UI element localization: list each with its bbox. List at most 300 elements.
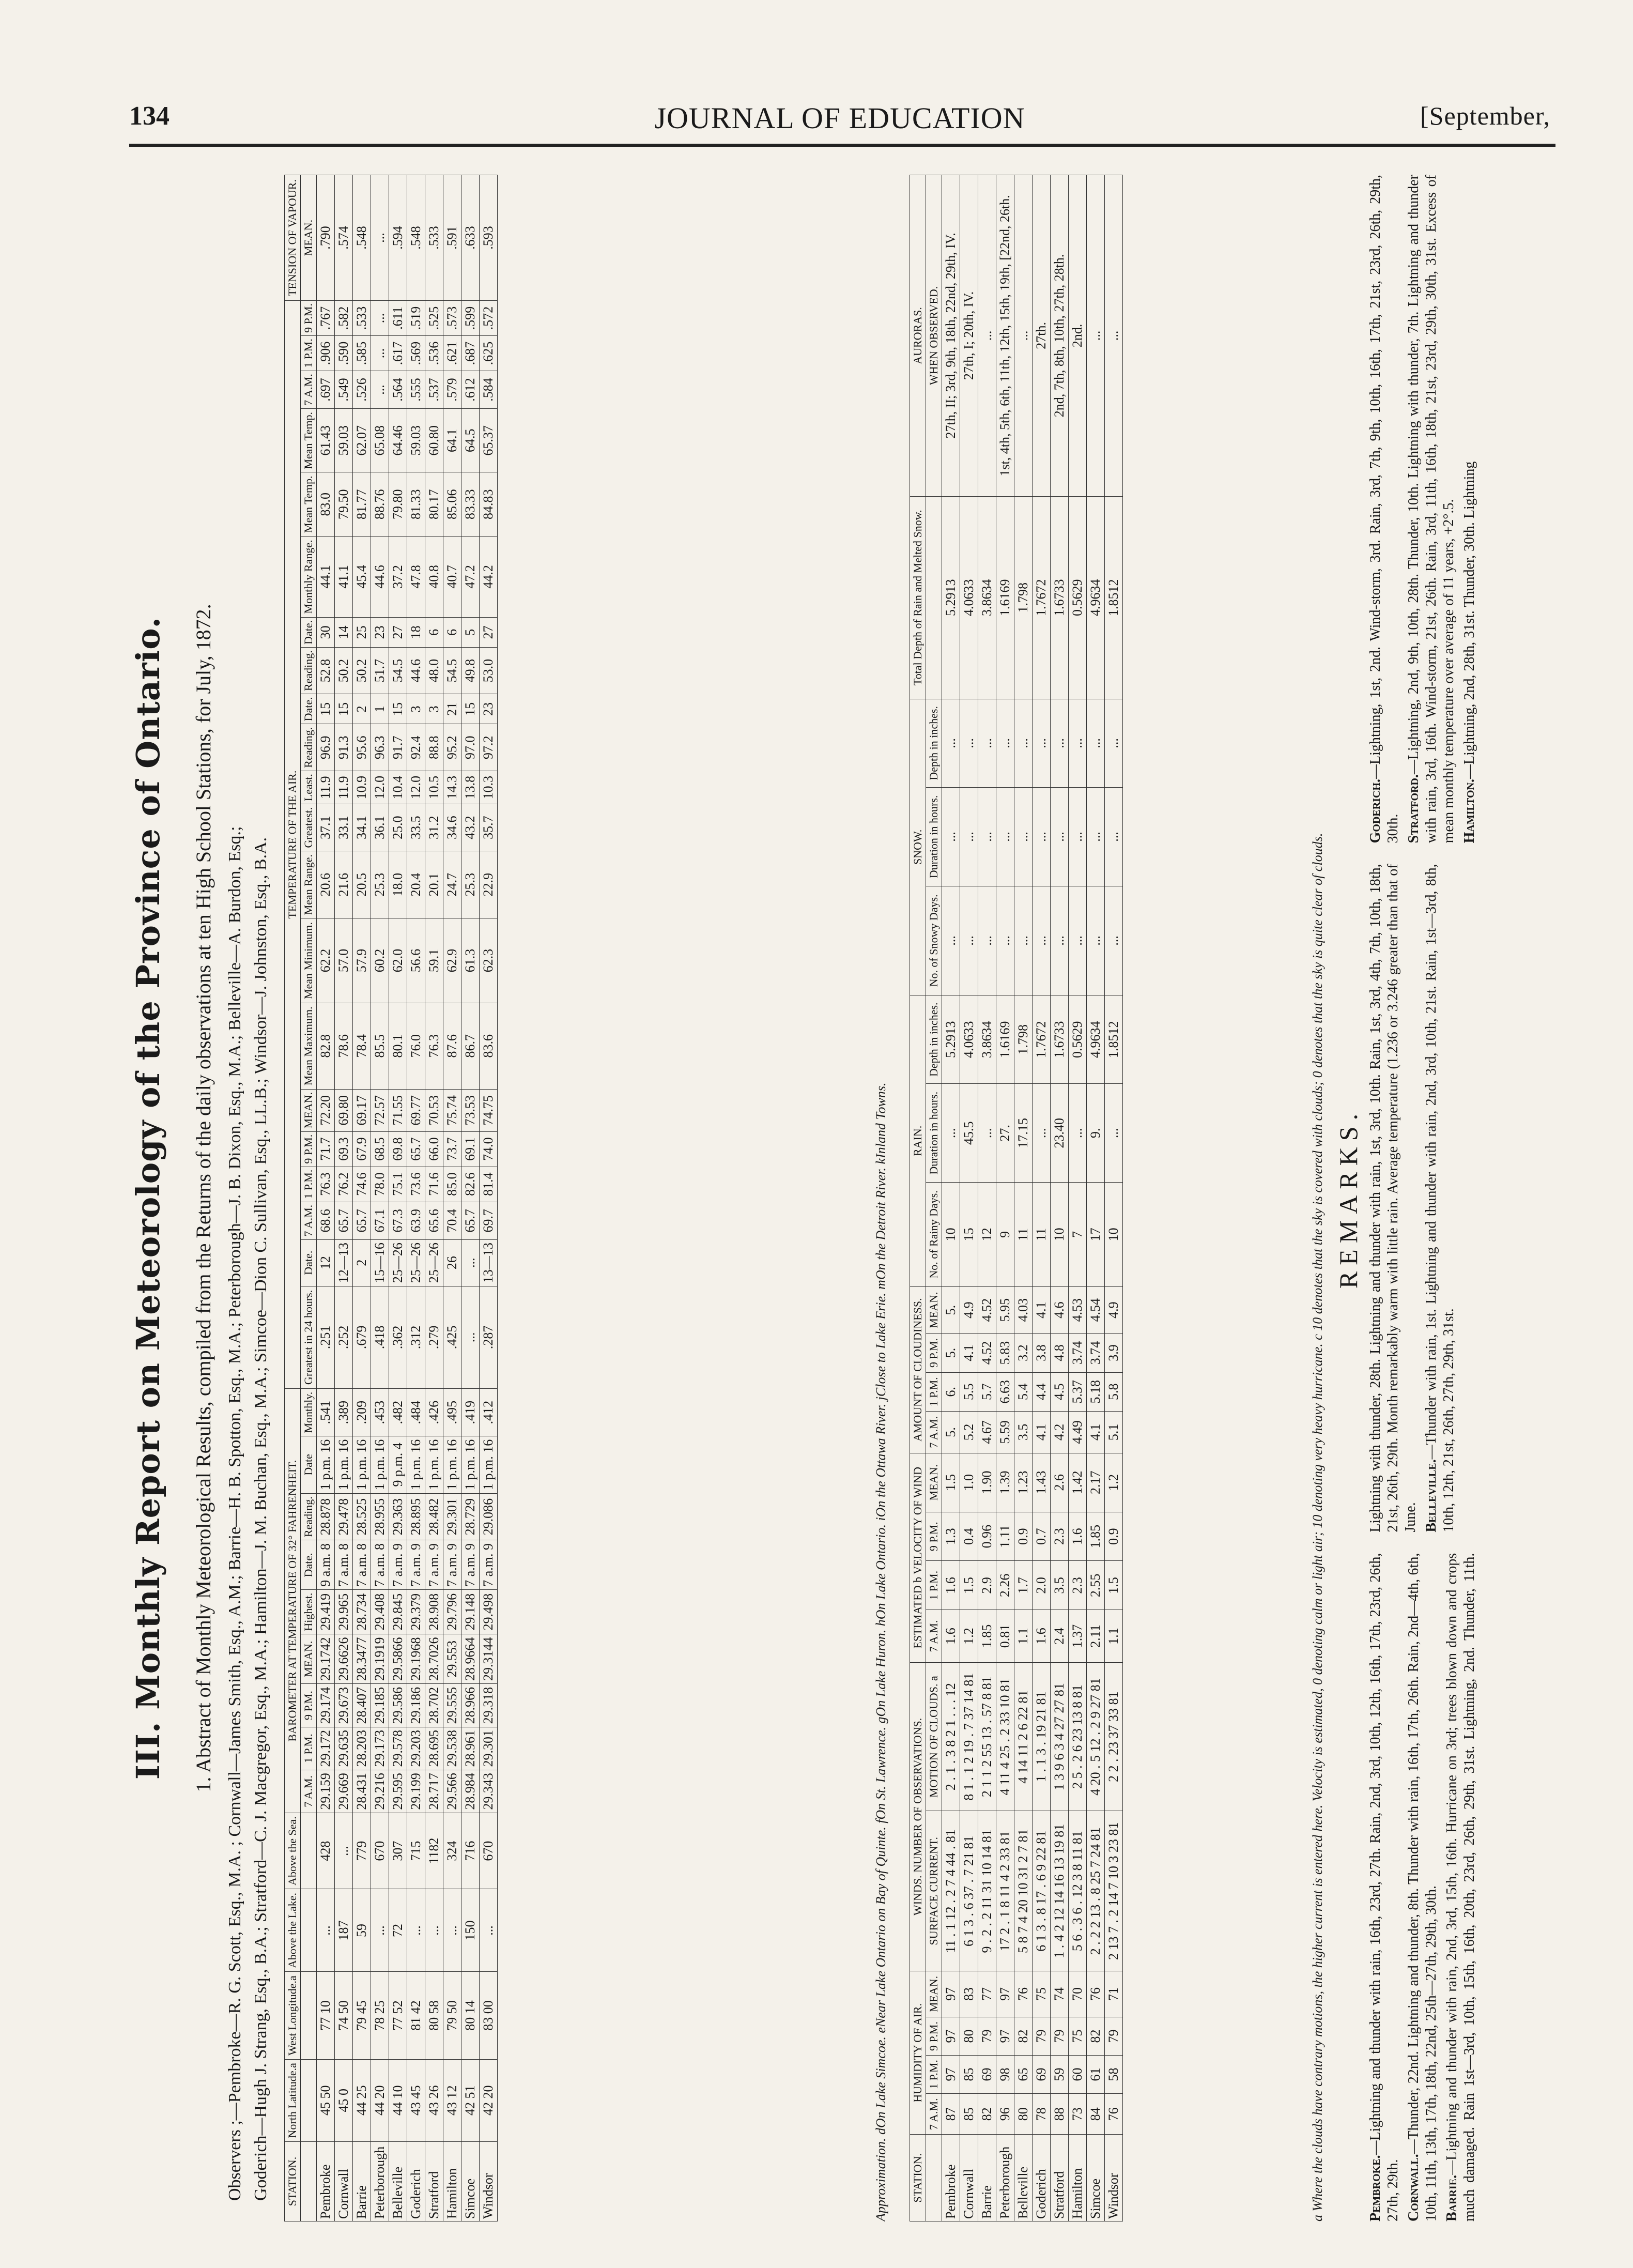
table-cell: ... (1069, 788, 1087, 886)
table-cell: 6 1 3 . 6 37 . 7 21 81 (960, 1811, 978, 1971)
table-cell: ... (978, 1084, 996, 1183)
table-cell: 75 (1033, 1971, 1051, 2017)
table-cell: 40.8 (425, 536, 443, 617)
table-cell: 59.03 (407, 409, 425, 472)
table-cell: 45.4 (353, 536, 371, 617)
table1-subheader: Date. (301, 1540, 317, 1590)
table-cell: .453 (371, 1389, 389, 1436)
remark-text: —Lightning, 2nd, 28th, 31st. Thunder, 30th. Lightning (1461, 461, 1477, 779)
table-cell: .495 (443, 1389, 461, 1436)
table-cell: 34.1 (353, 804, 371, 851)
table2-group-header: ESTIMATED b VELOCITY OF WIND (910, 1453, 926, 1662)
table-cell: 62.07 (353, 409, 371, 472)
table-cell: 65.7 (353, 1202, 371, 1239)
table-cell: ... (335, 1813, 353, 1889)
table-cell: 1 p.m. 16 (425, 1436, 443, 1494)
table-cell: 2 13 7 . 2 14 7 10 3 23 81 (1105, 1811, 1123, 1971)
table-cell: 27th, I; 20th, IV. (960, 175, 978, 497)
table-cell: 29.796 (443, 1590, 461, 1634)
table-cell: 4.03 (1014, 1286, 1033, 1334)
table-cell: 92.4 (407, 724, 425, 771)
table-cell: 15 (317, 694, 335, 724)
table-cell: 29.301 (443, 1493, 461, 1540)
table-cell: 88 (1051, 2094, 1069, 2135)
table-cell: .533 (425, 175, 443, 301)
table-cell: 28.702 (425, 1684, 443, 1727)
rotated-report (129, 154, 1555, 2242)
table-cell: 9 p.m. 4 (389, 1436, 407, 1494)
table-cell: 5.59 (996, 1411, 1014, 1453)
table-cell: 1.43 (1033, 1453, 1051, 1512)
table-cell: .251 (317, 1286, 335, 1389)
table-cell: 29.408 (371, 1590, 389, 1634)
table-cell: 1.2 (1105, 1453, 1123, 1512)
table-cell: 61.43 (317, 409, 335, 472)
table-cell: ... (942, 788, 960, 886)
station-name: Simcoe (461, 2142, 480, 2221)
table-cell: 69.17 (353, 1089, 371, 1131)
table2-group-header: AMOUNT OF CLOUDINESS. (910, 1286, 926, 1453)
table1-header-row (285, 175, 301, 2221)
table1-subheader: 9 P.M. (301, 300, 317, 335)
table-cell: .612 (461, 371, 480, 409)
table-cell: 97.0 (461, 724, 480, 771)
table-cell: 85.5 (371, 1003, 389, 1089)
table-cell: ... (371, 300, 389, 335)
remark-station: Pembroke. (1367, 2155, 1383, 2221)
table-cell: ... (1087, 788, 1105, 886)
table-cell: ... (1051, 788, 1069, 886)
table-cell: .279 (425, 1286, 443, 1389)
table-row (1069, 175, 1087, 2221)
table-cell: 79 (1105, 2017, 1123, 2056)
table-cell: 11 (1014, 1183, 1033, 1287)
header-rule (129, 144, 1555, 147)
table-cell: .573 (443, 300, 461, 335)
table-cell: ... (1105, 788, 1123, 886)
table-cell: .537 (425, 371, 443, 409)
table-cell: .569 (407, 335, 425, 371)
table-cell: 1.5 (942, 1453, 960, 1512)
table-cell: 45.5 (960, 1084, 978, 1183)
table-cell: .425 (443, 1286, 461, 1389)
table-cell: 85 (960, 2056, 978, 2094)
table-cell: 28.7026 (425, 1634, 443, 1684)
table-cell: 79 50 (443, 1972, 461, 2059)
table-cell: 44.6 (407, 647, 425, 694)
table-cell: ... (1087, 175, 1105, 497)
table-cell: 1.8512 (1105, 496, 1123, 699)
table-cell: 2 5 . 2 6 23 13 8 81 (1069, 1662, 1087, 1811)
table-cell: 64.5 (461, 409, 480, 472)
table-cell: .687 (461, 335, 480, 371)
table-cell: 72 (389, 1889, 407, 1972)
table-cell: 83.0 (317, 472, 335, 536)
table-cell: ... (960, 699, 978, 787)
table-cell: 87 (942, 2094, 960, 2135)
table2-group-header: SNOW. (910, 699, 926, 995)
table-cell: 71.6 (425, 1167, 443, 1202)
table1-subheader: 1 P.M. (301, 1727, 317, 1770)
table1-subheader-blank (301, 2142, 317, 2221)
table-cell: 0.4 (960, 1512, 978, 1561)
table-cell: 1.7 (1014, 1561, 1033, 1610)
table-cell: 23 (480, 694, 498, 724)
table-row (1014, 175, 1033, 2221)
table-cell: 4.54 (1087, 1286, 1105, 1334)
table-cell: 29.586 (389, 1684, 407, 1727)
table-cell: 3.74 (1087, 1334, 1105, 1372)
table-cell: 29.318 (480, 1684, 498, 1727)
table-cell: 17.15 (1014, 1084, 1033, 1183)
table-cell: 28.729 (461, 1493, 480, 1540)
table-cell: ... (1087, 699, 1105, 787)
table-cell: 82 (978, 2094, 996, 2135)
remarks-text (1367, 175, 1543, 2221)
table-cell: 1 p.m. 16 (371, 1436, 389, 1494)
remark-station: Stratford. (1406, 774, 1422, 844)
table-cell: 76.0 (407, 1003, 425, 1089)
table-cell: .599 (461, 300, 480, 335)
table-cell: 88.8 (425, 724, 443, 771)
table-cell: 22.9 (480, 851, 498, 918)
remark-text: —Lightning, 1st, 2nd. Wind-storm, 3rd. Rain, 3rd, 7th, 9th, 10th, 16th, 17th, 21st, 23rd, 26th, 29th, 30th. (1367, 175, 1401, 844)
table-cell: 47.2 (461, 536, 480, 617)
table-cell: 70.53 (425, 1089, 443, 1131)
table-cell: 47.8 (407, 536, 425, 617)
table-cell: 73.7 (443, 1131, 461, 1167)
table-cell: 11 . 1 12 . 2 7 4 44 . 81 (942, 1811, 960, 1971)
table-cell: 29.538 (443, 1727, 461, 1770)
table-cell: 26 (443, 1239, 461, 1286)
table-cell: 12.0 (407, 771, 425, 804)
table2-subheader-blank (926, 2135, 942, 2221)
station-name: Stratford (1051, 2135, 1069, 2221)
table-cell: 25.0 (389, 804, 407, 851)
table2-subheader: Depth in inches. (926, 699, 942, 787)
table-cell: 5.4 (1014, 1372, 1033, 1411)
table-row (1087, 175, 1105, 2221)
table-cell: 29.578 (389, 1727, 407, 1770)
table2-subheader: Duration in hours. (926, 1084, 942, 1183)
table-cell: .790 (317, 175, 335, 301)
table2-group-header: HUMIDITY OF AIR. (910, 1971, 926, 2135)
table-cell: 1.2 (960, 1610, 978, 1663)
table-cell: 75 (1069, 2017, 1087, 2056)
table-cell: 3.2 (1014, 1334, 1033, 1372)
table-cell: 20.1 (425, 851, 443, 918)
table-cell: 0.9 (1014, 1512, 1033, 1561)
table-cell: 28.734 (353, 1590, 371, 1634)
table-cell: 54.5 (389, 647, 407, 694)
table-cell: 3.8634 (978, 496, 996, 699)
table-cell: 1.6 (942, 1610, 960, 1663)
table-cell: 97 (942, 2056, 960, 2094)
table-cell: 28.695 (425, 1727, 443, 1770)
table-cell: 2.3 (1051, 1512, 1069, 1561)
table-cell: 1 p.m. 16 (443, 1436, 461, 1494)
table-cell: 64.46 (389, 409, 407, 472)
remark-paragraph (1423, 864, 1458, 1532)
table2-body (942, 175, 1123, 2221)
table-cell: 59.1 (425, 918, 443, 1003)
table-cell: 25 (353, 617, 371, 647)
table-cell: 1.7672 (1033, 995, 1051, 1084)
table1-subheader-blank (301, 1889, 317, 1972)
table-cell: 1 3 9 6 3 4 27 27 81 (1051, 1662, 1069, 1811)
table-cell: 40.7 (443, 536, 461, 617)
table-cell: 29.301 (480, 1727, 498, 1770)
table-cell: 29.086 (480, 1493, 498, 1540)
table-cell: 4.9 (960, 1286, 978, 1334)
table2-subheader: 9 P.M. (926, 2017, 942, 2056)
table-cell: 11.9 (335, 771, 353, 804)
table-cell: 60 (1069, 2056, 1087, 2094)
table-cell: 28.955 (371, 1493, 389, 1540)
table-cell: 4 20 . 5 12 . 2 9 27 81 (1087, 1662, 1105, 1811)
table-cell: ... (1051, 886, 1069, 995)
table-row (1033, 175, 1051, 2221)
table-cell: 76.2 (335, 1167, 353, 1202)
report-title: III. Monthly Report on Meteorology of the Province of Ontario. (129, 616, 167, 1780)
table-cell: 2.9 (978, 1561, 996, 1610)
table2-header-row (910, 175, 926, 2221)
table-cell: 15 (335, 694, 353, 724)
table1-subheader: Greatest. (301, 804, 317, 851)
table-cell: 5.8 (1105, 1372, 1123, 1411)
station-name: Cornwall (960, 2135, 978, 2221)
table-cell: 10.3 (480, 771, 498, 804)
table-cell: .287 (480, 1286, 498, 1389)
table1-subheader: Date. (301, 1239, 317, 1286)
table-cell: .574 (335, 175, 353, 301)
table-cell: 83 (960, 1971, 978, 2017)
table-cell: 2 (353, 1239, 371, 1286)
table-cell: ... (1069, 1084, 1087, 1183)
table-cell: 0.9 (1105, 1512, 1123, 1561)
table-cell: 53.0 (480, 647, 498, 694)
table-cell: 95.2 (443, 724, 461, 771)
table-cell: 81.4 (480, 1167, 498, 1202)
table-cell: 29.343 (480, 1770, 498, 1813)
table-cell: 52.8 (317, 647, 335, 694)
table-cell: 56.6 (407, 918, 425, 1003)
remark-station: Goderich. (1367, 778, 1383, 844)
table-cell: 29.965 (335, 1590, 353, 1634)
table-cell: 50.2 (353, 647, 371, 694)
table-cell: .591 (443, 175, 461, 301)
table-cell: .389 (335, 1389, 353, 1436)
table-cell: 5.5 (960, 1372, 978, 1411)
table-cell: 70 (1069, 1971, 1087, 2017)
abstract-heading: 1. Abstract of Monthly Meteorological Results, compiled from the Returns of the daily observations at ten High School Stations, for July, 1872. (192, 604, 215, 1792)
table-cell: ... (371, 371, 389, 409)
table-cell: 1.0 (960, 1453, 978, 1512)
table-cell: 77 (978, 1971, 996, 2017)
table-cell: 59 (1051, 2056, 1069, 2094)
table-cell: ... (978, 788, 996, 886)
table-row (371, 175, 389, 2221)
table-cell: 1st, 4th, 5th, 6th, 11th, 12th, 15th, 19th, [22nd, 26th. (996, 175, 1014, 497)
table-cell: 20.4 (407, 851, 425, 918)
table-row (353, 175, 371, 2221)
table-cell: 62.0 (389, 918, 407, 1003)
table-cell: ... (1105, 175, 1123, 497)
remark-paragraph (1367, 1553, 1402, 2221)
table2-head (910, 175, 942, 2221)
table-cell: 43.2 (461, 804, 480, 851)
table-cell: 29.173 (371, 1727, 389, 1770)
table-cell: 29.566 (443, 1770, 461, 1813)
table-cell: ... (1033, 886, 1051, 995)
table-cell: 29.1742 (317, 1634, 335, 1684)
table-cell: 9 a.m. 8 (317, 1540, 335, 1590)
table-cell: 27th. (1033, 175, 1051, 497)
table1-subheader: Reading. (301, 724, 317, 771)
table1-subheader: Date (301, 1436, 317, 1494)
table-cell: 1.23 (1014, 1453, 1033, 1512)
table2-subheader: 7 A.M. (926, 1411, 942, 1453)
table-cell: 23 (371, 617, 389, 647)
table-cell: 85.06 (443, 472, 461, 536)
station-name: Belleville (1014, 2135, 1033, 2221)
table-cell: 29.498 (480, 1590, 498, 1634)
table-cell: 96 (996, 2094, 1014, 2135)
table-cell: 14 (335, 617, 353, 647)
table-cell: 21.6 (335, 851, 353, 918)
table-row (389, 175, 407, 2221)
table-cell: 98 (996, 2056, 1014, 2094)
table-cell: 29.845 (389, 1590, 407, 1634)
table2-subheader: No. of Rainy Days. (926, 1183, 942, 1287)
table-cell: 5.2913 (942, 496, 960, 699)
table-cell: .536 (425, 335, 443, 371)
station-name: Belleville (389, 2142, 407, 2221)
table-cell: 73 (1069, 2094, 1087, 2135)
table-cell: 29.635 (335, 1727, 353, 1770)
table-cell: 7 a.m. 8 (371, 1540, 389, 1590)
table-cell: 68.5 (371, 1131, 389, 1167)
table-cell: ... (1051, 699, 1069, 787)
table1-subheader: MEAN. (301, 175, 317, 301)
table-cell: 1.6 (1069, 1512, 1087, 1561)
table-cell: .252 (335, 1286, 353, 1389)
table-cell: .519 (407, 300, 425, 335)
table-cell: 65.7 (335, 1202, 353, 1239)
table-cell: 78.4 (353, 1003, 371, 1089)
table-cell: 84.83 (480, 472, 498, 536)
table-cell: 95.6 (353, 724, 371, 771)
station-name: Peterborough (371, 2142, 389, 2221)
page-number: 134 (129, 101, 170, 131)
table1-subheader: Mean Temp. (301, 472, 317, 536)
table-cell: 1.85 (1087, 1512, 1105, 1561)
table-cell: ... (1087, 886, 1105, 995)
table-cell: .625 (480, 335, 498, 371)
table-cell: 35.7 (480, 804, 498, 851)
table-cell: 1 p.m. 16 (480, 1436, 498, 1494)
table1-subheader: Reading. (301, 1493, 317, 1540)
table-cell: 78.0 (371, 1167, 389, 1202)
table-cell: 5 8 7 4 20 10 31 2 7 81 (1014, 1811, 1033, 1971)
table-cell: .484 (407, 1389, 425, 1436)
table1-footnotes: Approximation. dOn Lake Simcoe. eNear Lake Ontario on Bay of Quinte. fOn St. Lawrence. gOn Lake Huron. hOn Lake Ontario. iOn the Ottawa River. jClose to Lake Erie. mOn the Detroit River. kInland Towns. (873, 1082, 888, 2221)
table-cell: .579 (443, 371, 461, 409)
table-cell: 324 (443, 1813, 461, 1889)
table-cell: 71.55 (389, 1089, 407, 1131)
table-cell: .426 (425, 1389, 443, 1436)
remark-paragraph (1367, 175, 1402, 843)
table2-subheader: MEAN. (926, 1971, 942, 2017)
table-cell: 150 (461, 1889, 480, 1972)
table-cell: 2nd. (1069, 175, 1087, 497)
table-row (942, 175, 960, 2221)
table-cell: .418 (371, 1286, 389, 1389)
table-cell: 71.7 (317, 1131, 335, 1167)
table-cell: 73.6 (407, 1167, 425, 1202)
table-cell: 7 a.m. 8 (353, 1540, 371, 1590)
table-cell: ... (996, 699, 1014, 787)
table-cell: 1.85 (978, 1610, 996, 1663)
table-cell: 43 12 (443, 2059, 461, 2141)
table-cell: ... (1014, 175, 1033, 497)
table-cell: 51.7 (371, 647, 389, 694)
table-cell: 12 (978, 1183, 996, 1287)
table-cell: 28.895 (407, 1493, 425, 1540)
table-cell: 10 (1105, 1183, 1123, 1287)
table-cell: 44 25 (353, 2059, 371, 2141)
table-cell: 8 1 . 1 2 19 . 7 37 14 81 (960, 1662, 978, 1811)
table-cell: 29.174 (317, 1684, 335, 1727)
table-cell: 29.5866 (389, 1634, 407, 1684)
table-cell: 1.11 (996, 1512, 1014, 1561)
table-cell: 73.53 (461, 1089, 480, 1131)
table-cell: 75.74 (443, 1089, 461, 1131)
table-cell: .209 (353, 1389, 371, 1436)
table-cell: 42 51 (461, 2059, 480, 2141)
table-cell: 29.148 (461, 1590, 480, 1634)
remark-station: Belleville. (1423, 1459, 1439, 1533)
remark-station: Hamilton. (1461, 778, 1477, 844)
table-cell: 29.185 (371, 1684, 389, 1727)
table-cell: 4.6 (1051, 1286, 1069, 1334)
table-cell: 4.52 (978, 1334, 996, 1372)
table2-subheader: SURFACE CURRENT. (926, 1811, 942, 1971)
table-cell: 9 (996, 1183, 1014, 1287)
table-cell: .590 (335, 335, 353, 371)
table-cell: 10 (1051, 1183, 1069, 1287)
table-cell: 65.6 (425, 1202, 443, 1239)
remark-text: —Lightning, 2nd, 9th, 10th, 28th. Thunder, 10th. Lightning with thunder, 7th. Lightning and thunder with rain, 3rd, 16th. Wind-storm, 21st, 26th. Rain, 3rd, 11th, 16th, 18th, 21st, 23rd, 29th, 30th, 31st. Excess of mean monthly temperature over average of 11 years, +2°.5. (1406, 175, 1457, 844)
table-cell: 3 (425, 694, 443, 724)
station-name: Simcoe (1087, 2135, 1105, 2221)
table1-subheader: Highest. (301, 1590, 317, 1634)
table-cell: ... (978, 699, 996, 787)
table-cell: 69 (1033, 2056, 1051, 2094)
table-cell: 25.3 (371, 851, 389, 918)
table-cell: .419 (461, 1389, 480, 1436)
table1-group-header: West Longitude.a (285, 1972, 301, 2059)
table-row (996, 175, 1014, 2221)
table2-subheader-blank (926, 496, 942, 699)
table-cell: .593 (480, 175, 498, 301)
table-cell: 97 (942, 2017, 960, 2056)
remark-paragraph (1405, 1553, 1440, 2221)
table-cell: .584 (480, 371, 498, 409)
table-cell: 28.407 (353, 1684, 371, 1727)
table-cell: .541 (317, 1389, 335, 1436)
table-cell: 27 (480, 617, 498, 647)
